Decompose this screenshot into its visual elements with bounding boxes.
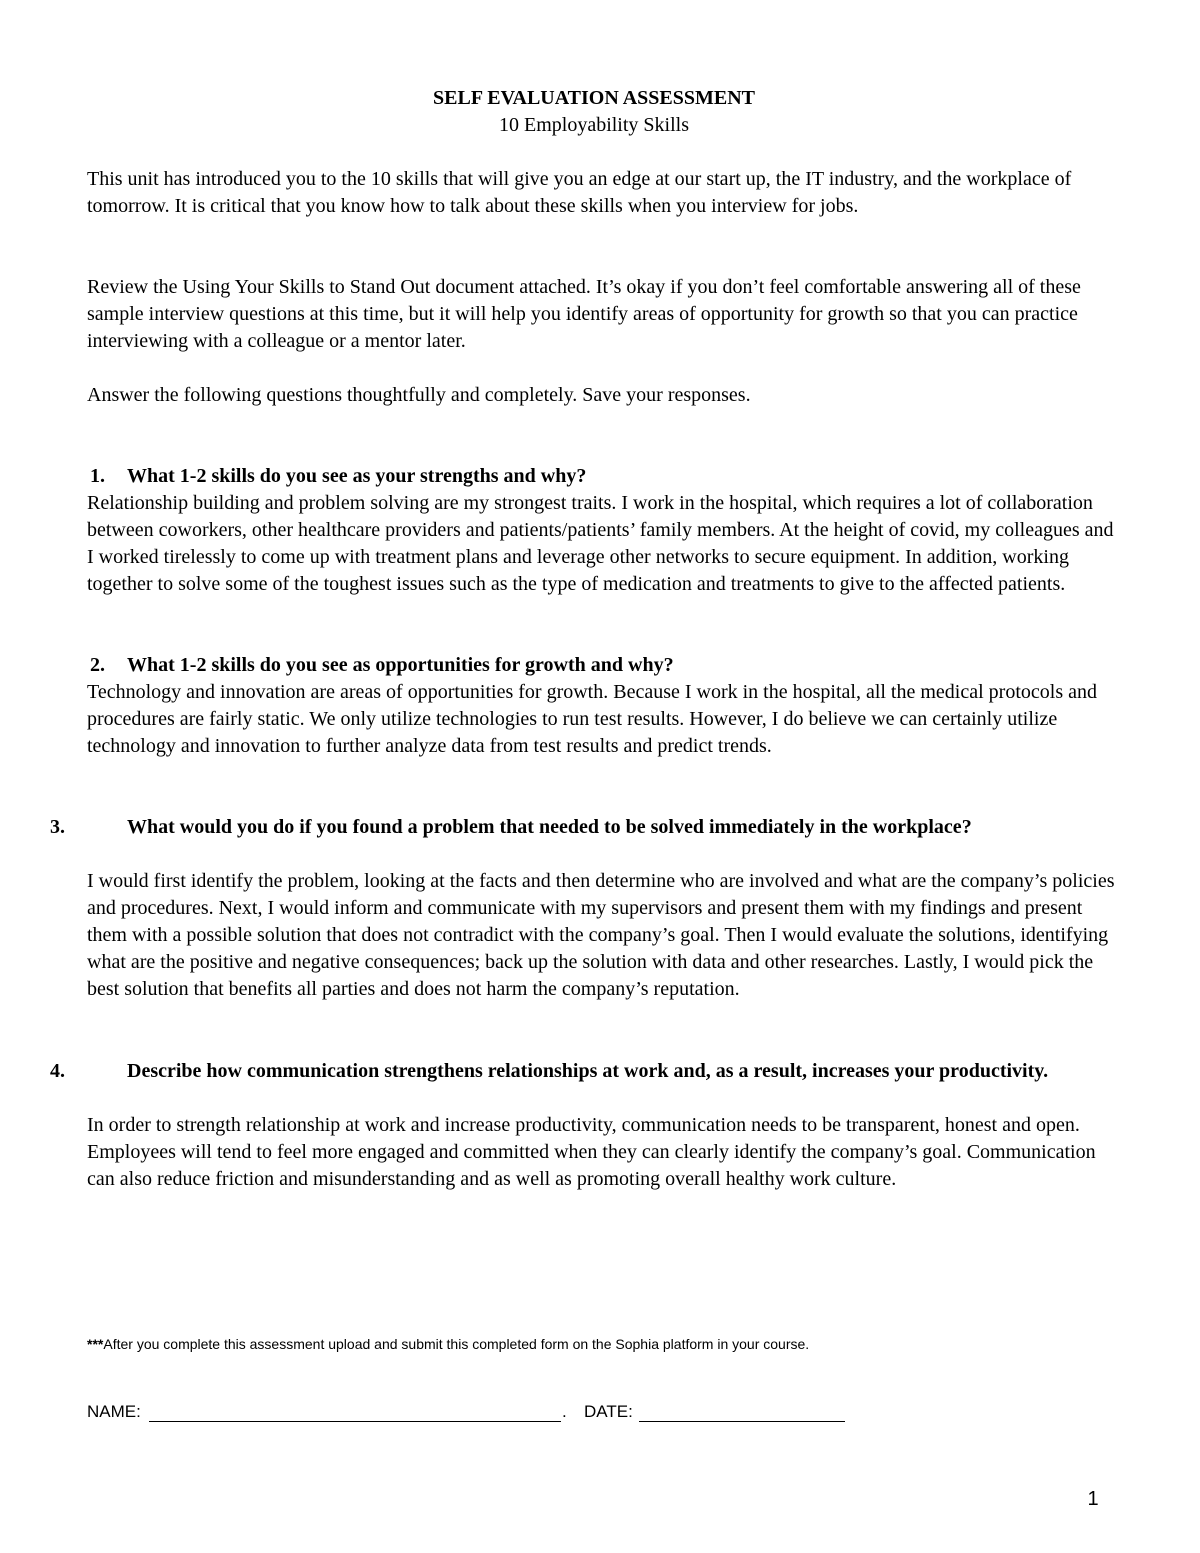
page-number: 1 <box>1087 1488 1099 1510</box>
question-heading <box>50 1058 1107 1085</box>
answer-paragraph: In order to strength relationship at work and increase productivity, communication needs to be transparent, honest and open. Employees will tend to feel more engaged and committed when they can clearly identify the company’s goal. Communication can also reduce friction and misunderstanding and as well as promoting overall healthy work culture. <box>87 1114 1096 1190</box>
date-label: DATE: <box>584 1402 633 1421</box>
question-heading <box>87 652 1117 679</box>
intro-paragraph: Review the Using Your Skills to Stand Out document attached. It’s okay if you don’t feel comfortable answering all of these sample interview questions at this time, but it will help you identify areas of opportunity for growth so that you can practice interviewing with a colleague or a mentor later. <box>87 276 1081 352</box>
name-field[interactable] <box>149 1421 561 1422</box>
document-subtitle: 10 Employability Skills <box>498 114 689 136</box>
date-field[interactable] <box>639 1421 845 1422</box>
note-stars: *** <box>87 1336 104 1352</box>
question-text: What 1-2 skills do you see as your strengths and why? <box>127 465 587 487</box>
document-title: SELF EVALUATION ASSESSMENT <box>433 87 755 109</box>
signature-row <box>87 1400 1117 1426</box>
question-number: 1. <box>90 465 105 487</box>
question-heading <box>87 463 1117 490</box>
intro-paragraph: Answer the following questions thoughtfully and completely. Save your responses. <box>87 384 751 406</box>
question-heading <box>50 814 1047 841</box>
question-text: What would you do if you found a problem that needed to be solved immediately in the workplace? <box>127 816 972 838</box>
question-number: 4. <box>50 1060 65 1082</box>
answer-paragraph: Relationship building and problem solving are my strongest traits. I work in the hospital, which requires a lot of collaboration between coworkers, other healthcare providers and patients/patients’ family members. At the height of covid, my colleagues and I worked tirelessly to come up with treatment plans and leverage other networks to secure equipment. In addition, working together to solve some of the toughest issues such as the type of medication and treatments to give to the affected patients. <box>87 492 1114 595</box>
question-number: 2. <box>90 654 105 676</box>
question-number: 3. <box>50 816 65 838</box>
name-separator: . <box>562 1402 567 1421</box>
submission-note <box>87 1334 1117 1354</box>
question-text: What 1-2 skills do you see as opportunities for growth and why? <box>127 654 674 676</box>
intro-paragraph: This unit has introduced you to the 10 skills that will give you an edge at our start up, the IT industry, and the workplace of tomorrow. It is critical that you know how to talk about these skills when you interview for jobs. <box>87 168 1072 217</box>
question-text: Describe how communication strengthens relationships at work and, as a result, increases your productivity. <box>127 1060 1049 1082</box>
name-label: NAME: <box>87 1402 141 1421</box>
answer-paragraph: Technology and innovation are areas of opportunities for growth. Because I work in the hospital, all the medical protocols and procedures are fairly static. We only utilize technologies to run test results. However, I do believe we can certainly utilize technology and innovation to further analyze data from test results and predict trends. <box>87 681 1097 757</box>
answer-paragraph: I would first identify the problem, looking at the facts and then determine who are involved and what are the company’s policies and procedures. Next, I would inform and communicate with my supervisors and present them with my findings and present them with a possible solution that does not contradict with the company’s goal. Then I would evaluate the solutions, identifying what are the positive and negative consequences; back up the solution with data and other researches. Lastly, I would pick the best solution that benefits all parties and does not harm the company’s reputation. <box>87 870 1115 1000</box>
note-text: After you complete this assessment upload and submit this completed form on the Sophia platform in your course. <box>103 1336 810 1352</box>
